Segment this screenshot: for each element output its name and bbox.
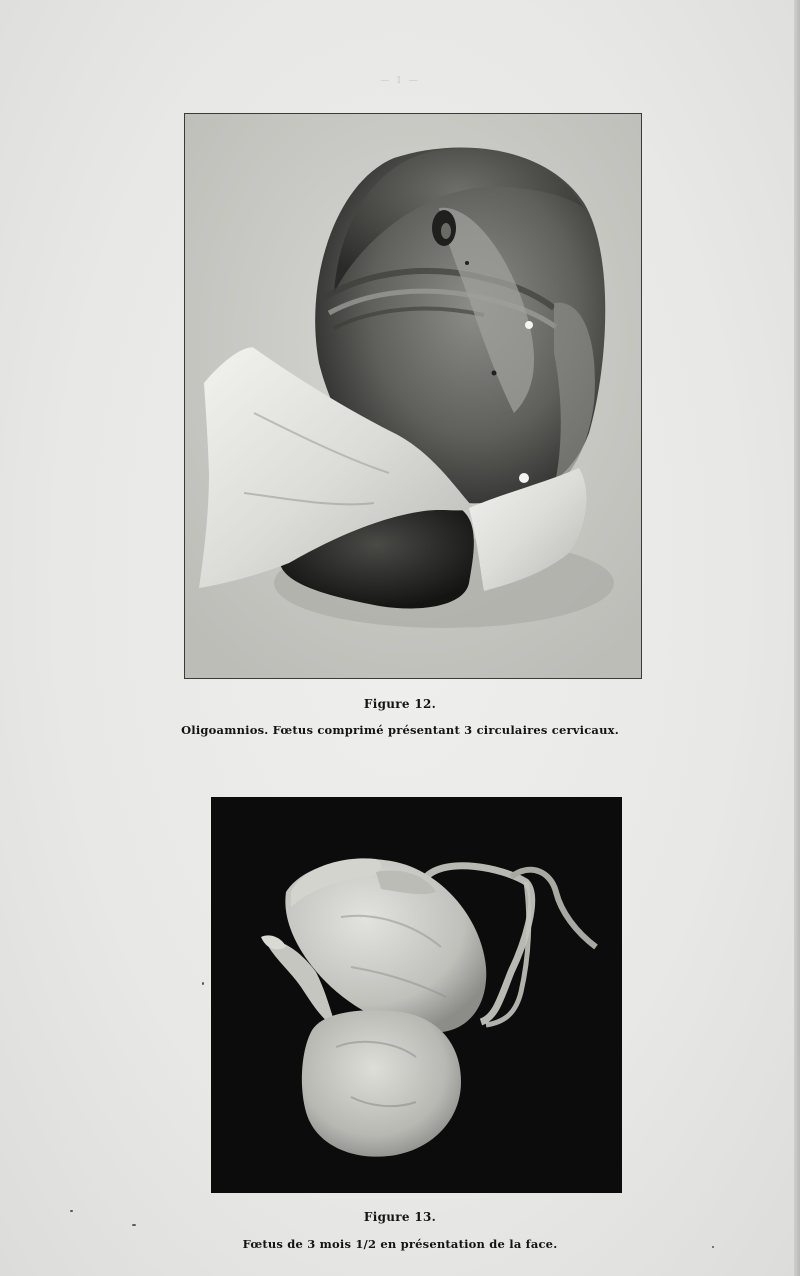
figure-12-photograph <box>184 113 642 679</box>
scan-speck <box>202 982 204 985</box>
figure-13-photograph <box>211 797 622 1193</box>
scan-speck <box>132 1224 136 1226</box>
scan-speck <box>712 1246 714 1248</box>
figure-12-label: Figure 12. <box>363 697 437 711</box>
figure-13-label: Figure 13. <box>363 1210 437 1224</box>
page-edge-shadow <box>794 0 800 1276</box>
scan-speck <box>70 1210 73 1212</box>
figure-12-caption: Oligoamnios. Fœtus comprimé présentant 3 circulaires cervicaux. <box>181 723 619 737</box>
figure-13-caption: Fœtus de 3 mois 1/2 en présentation de la face. <box>242 1237 558 1251</box>
faint-page-number: — 1 — <box>380 76 420 86</box>
